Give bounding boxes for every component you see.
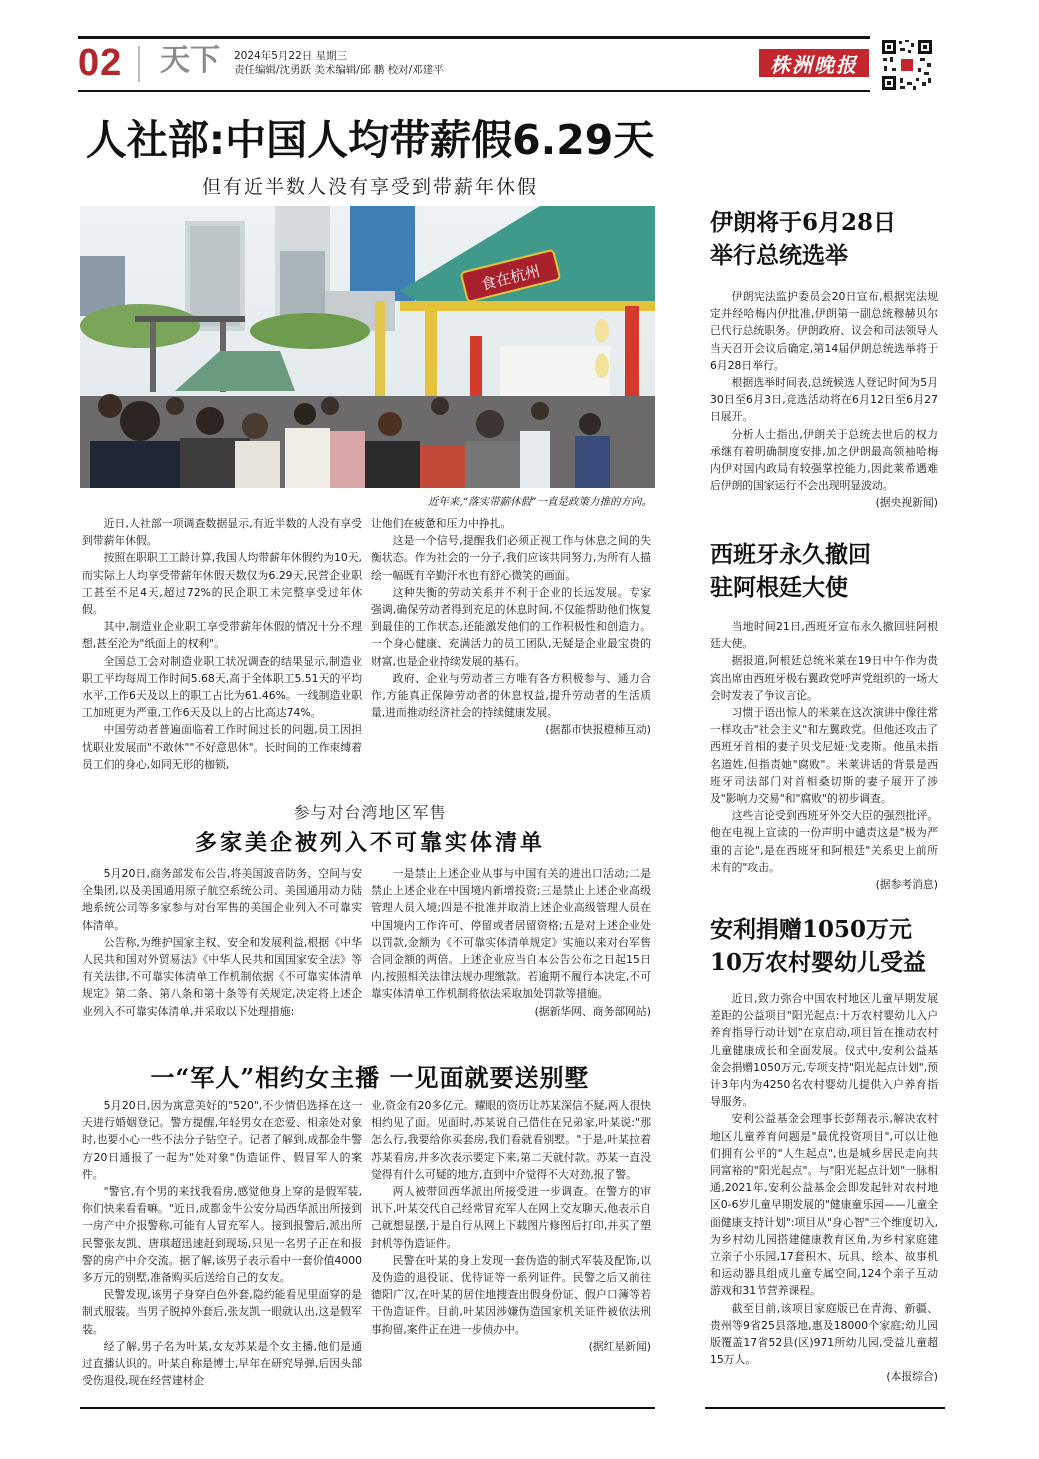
- paragraph: 一是禁止上述企业从事与中国有关的进出口活动;二是禁止上述企业在中国境内新增投资;三是禁止上述企业高级管理人员入境;四是不批准并取消上述企业高级管理人员在中国境内工作许可、停留或者居留资格;五是对上述企业处以罚款,金额为《不可靠实体清单规定》实施以来对台军售合同金额的两倍。上述企业应当自本公告公布之日起15日内,按照相关法律法规办理缴款。若逾期不履行本决定,不可靠实体清单工作机制将依法采取加处罚款等措施。: [371, 867, 651, 1001]
- qr-code-icon[interactable]: [880, 38, 934, 92]
- paragraph: 这些言论受到西班牙外交大臣的强烈批评。他在电视上宣读的一份声明中谴责这是"极为严重的言论",是在西班牙和阿根廷"关系史上前所未有的"攻击。: [710, 809, 938, 874]
- paragraph: 当地时间21日,西班牙宣布永久撤回驻阿根廷大使。: [710, 620, 938, 651]
- paragraph: "警官,有个男的来找我看房,感觉他身上穿的是假军装,你们快来看看嘛。"近日,成都金牛公安分局西华派出所接到一房产中介报警称,可能有人冒充军人。接到报警后,派出所民警张友凯、唐琪超迅速赶到现场,只见一名男子正在和报警的房产中介交流。据了解,该男子表示看中一套价值4000多万元的别墅,准备购买后送给自己的女友。: [82, 1185, 362, 1285]
- paragraph: 5月20日,商务部发布公告,将美国波音防务、空间与安全集团,以及美国通用原子航空系统公司、美国通用动力陆地系统公司等多家参与对台军售的美国企业列入不可靠实体清单。: [82, 867, 362, 932]
- paragraph: 两人被带回西华派出所接受进一步调查。在警方的审讯下,叶某交代自己经常冒充军人在网上交友聊天,他表示自己就想显摆,于是自行从网上下载图片修图后打印,并买了塑封机等伪造证件。: [371, 1185, 651, 1250]
- news-photo-food-festival: [80, 206, 655, 488]
- paragraph: 全国总工会对制造业职工状况调查的结果显示,制造业职工平均每周工作时间5.68天,高于全体职工5.51天的平均水平,工作6天及以上的职工占比为61.46%。一线制造业职工加班更为严重,工作6天及以上的占比高达74%。: [82, 654, 362, 720]
- paragraph: 习惯于语出惊人的米莱在这次演讲中像往常一样攻击"社会主义"和左翼政党。但他还攻击了西班牙首相的妻子贝戈尼娅·戈麦斯。他虽未指名道姓,但指责她"腐败"。米莱讲话的背景是西班牙司法部门对首相桑切斯的妻子展开了涉及"影响力交易"和"腐败"的初步调查。: [710, 706, 938, 806]
- paragraph: 伊朗宪法监护委员会20日宣布,根据宪法规定并经哈梅内伊批准,伊朗第一副总统穆赫贝尔已代行总统职务。伊朗政府、议会和司法领导人当天召开会议后确定,第14届伊朗总统选举将于6月28日举行。: [710, 290, 938, 372]
- lead-headline: 人社部:中国人均带薪假6.29天: [85, 116, 655, 164]
- article1-column-1: [82, 515, 362, 773]
- header-top-rule: [78, 36, 723, 39]
- article2-column-1: [82, 865, 362, 1020]
- article3-column-2: [371, 1097, 651, 1355]
- article-source: (据参考消息): [875, 878, 938, 892]
- sidebar-article1-body: [710, 288, 938, 512]
- photo-caption: 近年来,“落实带薪休假”一直是政策力推的方向。: [427, 496, 652, 508]
- paragraph: 中国劳动者普遍面临着工作时间过长的问题,员工因担忧职业发展而"不敢休""不好意思休"。长时间的工作束缚着员工们的身心,如同无形的枷锁,: [82, 723, 362, 771]
- article-source: (据都市快报橙柿互动): [545, 723, 651, 737]
- sidebar-article1-headline: 伊朗将于6月28日 举行总统选举: [710, 209, 897, 269]
- paragraph: 政府、企业与劳动者三方唯有各方积极参与、通力合作,方能真正保障劳动者的休息权益,提升劳动者的生活质量,进而推动经济社会的持续健康发展。: [371, 671, 651, 720]
- article-source: (据新华网、商务部网站): [534, 1004, 651, 1018]
- paragraph: 让他们在疲惫和压力中挣扎。: [371, 517, 512, 530]
- header-meta: [234, 49, 444, 77]
- paragraph: 公告称,为维护国家主权、安全和发展利益,根据《中华人民共和国对外贸易法》《中华人民共和国国家安全法》等有关法律,不可靠实体清单工作机制依据《不可靠实体清单规定》第二条、第八条和第十条等有关规定,决定将上述企业列入不可靠实体清单,并采取以下处理措施:: [82, 935, 362, 1018]
- article2-kicker: 参与对台湾地区军售: [293, 803, 447, 822]
- article-source: (据红星新闻): [588, 1339, 651, 1353]
- sidebar-article3-headline: 安利捐赠1050万元 10万农村婴幼儿受益: [710, 916, 927, 976]
- paragraph: 民警发现,该男子身穿白色外套,隐约能看见里面穿的是制式服装。当男子脱掉外套后,张友凯一眼就认出,这是假军装。: [82, 1288, 362, 1336]
- paragraph: 经了解,男子名为叶某,女友苏某是个女主播,他们是通过直播认识的。叶某自称是博士,早年在研究导弹,后因头部受伤退役,现在经营建材企: [82, 1339, 362, 1388]
- header-bottom-rule: [78, 90, 723, 92]
- sidebar-article3-body: [710, 990, 938, 1386]
- newspaper-masthead: 株洲晚报: [759, 49, 869, 77]
- date-line: 2024年5月22日 星期三: [234, 50, 348, 62]
- paragraph: 按照在职职工工龄计算,我国人均带薪年休假约为10天,而实际上人均享受带薪年休假天数仅为6.29天,民营企业职工甚至不足4天,超过72%的民企职工未完整享受过年休假。: [82, 551, 362, 617]
- section-name: 天下: [160, 43, 220, 78]
- bottom-rule-right: [705, 1407, 945, 1409]
- article1-column-2: [371, 515, 651, 739]
- bottom-rule-left: [80, 1407, 655, 1409]
- lead-subheadline: 但有近半数人没有享受到带薪年休假: [201, 176, 538, 198]
- masthead-top-rule: [720, 36, 870, 39]
- paragraph: 这种失衡的劳动关系并不利于企业的长远发展。专家强调,确保劳动者得到充足的休息时间,不仅能帮助他们恢复到最佳的工作状态,还能激发他们的工作积极性和创造力。一个身心健康、充满活力的员工团队,无疑是企业最宝贵的财富,也是企业持续发展的基石。: [371, 585, 651, 668]
- paragraph: 据报道,阿根廷总统米莱在19日中午作为贵宾出席由西班牙极右翼政党呼声党组织的一场大会时发表了争议言论。: [710, 654, 938, 702]
- paragraph: 5月20日,因为寓意美好的"520",不少情侣选择在这一天进行婚姻登记。警方提醒,年轻男女在恋爱、相亲处对象时,也要小心一些不法分子钻空子。记者了解到,成都金牛警方20日通报了一起为"处对象"伪造证件、假冒军人的案件。: [82, 1099, 362, 1181]
- page-number: 02: [78, 42, 123, 84]
- sidebar-article2-body: [710, 618, 938, 893]
- paragraph: 根据选举时间表,总统候选人登记时间为5月30日至6月3日,竞选活动将在6月12日至6月27日展开。: [710, 376, 938, 424]
- sidebar-article2-headline: 西班牙永久撤回 驻阿根廷大使: [710, 541, 871, 601]
- header-divider: [138, 46, 140, 82]
- paragraph: 业,资金有20多亿元。耀眼的资历让苏某深信不疑,两人很快相约见了面。见面时,苏某说自己借住在兄弟家,叶某说:"那怎么行,我要给你买套房,我们看就看别墅。"于是,叶某拉着苏某看房,并多次表示要定下来,第二天就付款。苏某一直没觉得有什么可疑的地方,直到中介觉得不大对劲,报了警。: [371, 1099, 651, 1181]
- masthead-bottom-rule: [720, 90, 870, 92]
- article2-column-2: [371, 865, 651, 1020]
- article3-column-1: [82, 1097, 362, 1389]
- paragraph: 这是一个信号,提醒我们必须正视工作与休息之间的失衡状态。作为社会的一分子,我们应该共同努力,为所有人描绘一幅既有辛勤汗水也有舒心微笑的画面。: [371, 534, 651, 582]
- editors-line: 责任编辑/沈勇跃 美术编辑/邱 鹏 校对/邓建平: [234, 64, 444, 76]
- paragraph: 近日,致力弥合中国农村地区儿童早期发展差距的公益项目"阳光起点:十万农村婴幼儿入户养育指导行动计划"在京启动,项目旨在推动农村儿童健康成长和全面发展。仪式中,安利公益基金会捐赠1050万元,专项支持"阳光起点计划",预计3年内为4250名农村婴幼儿提供入户养育指导服务。: [710, 992, 938, 1109]
- article3-headline: 一“军人”相约女主播 一见面就要送别墅: [150, 1063, 590, 1092]
- article-source: (据央视新闻): [875, 496, 938, 510]
- paragraph: 安利公益基金会理事长彭翔表示,解决农村地区儿童养育问题是"最优投资项目",可以让他们拥有公平的"人生起点",也是城乡居民走向共同富裕的"阳光起点"。与"阳光起点计划"一脉相通,2021年,安利公益基金会即发起针对农村地区0-6岁儿童早期发展的"健康童乐园——儿童全面健康支持计划":项目从"身心智"三个维度切入,为乡村幼儿园搭建健康教育区角,为乡村家庭建立亲子小乐园,17套积木、玩具、绘本、故事机和运动器具组成儿童专属空间,124个亲子互动游戏和31节营养课程。: [710, 1112, 938, 1298]
- paragraph: 其中,制造业企业职工享受带薪年休假的情况十分不理想,甚至沦为"纸面上的权利"。: [82, 620, 362, 651]
- paragraph: 近日,人社部一项调查数据显示,有近半数的人没有享受到带薪年休假。: [82, 517, 362, 548]
- paragraph: 分析人士指出,伊朗关于总统去世后的权力承继有着明确制度安排,加之伊朗最高领袖哈梅内伊对国内政局有较强掌控能力,因此莱希遇难后伊朗的国家运行不会出现明显波动。: [710, 427, 938, 493]
- article-source: (本报综合): [886, 1370, 938, 1384]
- article2-headline: 多家美企被列入不可靠实体清单: [194, 831, 545, 856]
- paragraph: 民警在叶某的身上发现一套伪造的制式军装及配饰,以及伪造的退役证、优待证等一系列证件。民警之后又前往德阳广汉,在叶某的居住地搜查出假身份证、假户口簿等若干伪造证件。目前,叶某因涉嫌伪造国家机关证件被依法刑事拘留,案件正在进一步侦办中。: [371, 1253, 651, 1336]
- photo-sign-text: 食在杭州: [479, 261, 542, 294]
- paragraph: 截至目前,该项目家庭版已在青海、新疆、贵州等9省25县落地,惠及18000个家庭;幼儿园版覆盖17省52县(区)971所幼儿园,受益儿童超15万人。: [710, 1301, 938, 1367]
